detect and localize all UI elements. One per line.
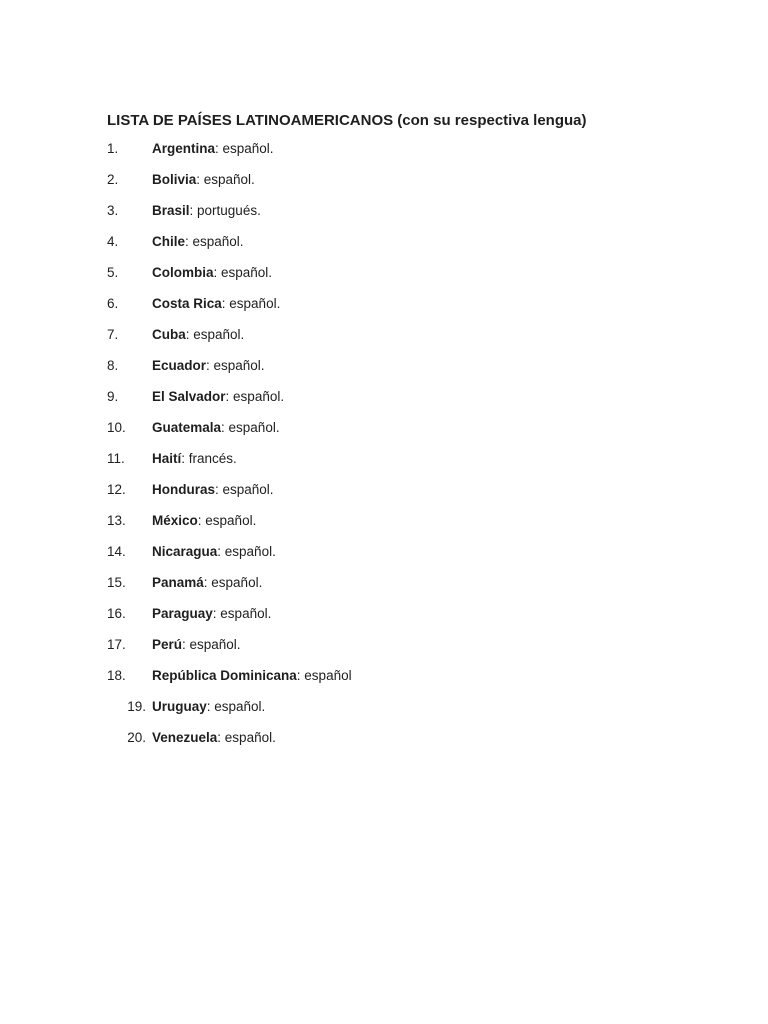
list-item-number: 17. bbox=[107, 637, 126, 652]
language-name: : español. bbox=[215, 482, 274, 497]
country-name: El Salvador bbox=[152, 389, 226, 404]
language-name: : español. bbox=[217, 730, 276, 745]
list-item bbox=[0, 667, 768, 698]
list-item-text bbox=[152, 419, 280, 437]
list-item-text bbox=[152, 326, 244, 344]
language-name: : francés. bbox=[181, 451, 237, 466]
list-item-number: 15. bbox=[107, 575, 126, 590]
list-item bbox=[0, 295, 768, 326]
list-item-text bbox=[152, 388, 284, 406]
language-name: : español. bbox=[185, 327, 245, 342]
list-item-number: 9. bbox=[107, 389, 119, 404]
list-item-text bbox=[152, 512, 256, 530]
country-name: Honduras bbox=[152, 482, 216, 497]
list-item-text bbox=[152, 698, 265, 716]
list-item-number: 5. bbox=[107, 265, 119, 280]
country-name: Nicaragua bbox=[152, 544, 218, 559]
list-item-text bbox=[152, 605, 271, 623]
list-item-number: 11. bbox=[107, 451, 125, 466]
list-item bbox=[0, 450, 768, 481]
list-item-text bbox=[152, 481, 274, 499]
list-item-number: 2. bbox=[107, 172, 119, 187]
country-name: Brasil bbox=[152, 203, 190, 218]
list-item bbox=[0, 636, 768, 667]
list-item bbox=[0, 543, 768, 574]
language-name: : español. bbox=[221, 420, 280, 435]
list-item bbox=[0, 388, 768, 419]
list-item bbox=[0, 171, 768, 202]
list-item bbox=[0, 481, 768, 512]
list-item-text bbox=[152, 295, 280, 313]
list-item-text bbox=[152, 357, 265, 375]
country-name: República Dominicana bbox=[152, 668, 297, 683]
country-name: Colombia bbox=[152, 265, 214, 280]
list-item bbox=[0, 264, 768, 295]
list-item bbox=[0, 419, 768, 450]
page-title: LISTA DE PAÍSES LATINOAMERICANOS (con su respectiva lengua) bbox=[107, 112, 587, 129]
list-item-number: 12. bbox=[107, 482, 126, 497]
language-name: : español. bbox=[206, 699, 266, 714]
language-name: : español. bbox=[213, 265, 273, 280]
country-name: México bbox=[152, 513, 198, 528]
country-name: Chile bbox=[152, 234, 186, 249]
list-item bbox=[0, 512, 768, 543]
list-item-text bbox=[152, 171, 255, 189]
language-name: : español. bbox=[221, 296, 281, 311]
list-item-text bbox=[152, 264, 272, 282]
country-name: Perú bbox=[152, 637, 183, 652]
list-item-text bbox=[152, 729, 276, 747]
list-item-number: 13. bbox=[107, 513, 126, 528]
list-item-number: 4. bbox=[107, 234, 119, 249]
list-item-number: 3. bbox=[107, 203, 119, 218]
language-name: : español. bbox=[203, 575, 263, 590]
list-item-number: 10. bbox=[107, 420, 126, 435]
list-item bbox=[0, 140, 768, 171]
list-item bbox=[0, 729, 768, 760]
country-name: Costa Rica bbox=[152, 296, 222, 311]
country-name: Venezuela bbox=[152, 730, 218, 745]
list-item-text bbox=[152, 636, 241, 654]
list-item-number: 18. bbox=[107, 668, 126, 683]
language-name: : español. bbox=[215, 141, 274, 156]
list-item-number: 7. bbox=[107, 327, 119, 342]
list-item bbox=[0, 357, 768, 388]
list-item bbox=[0, 605, 768, 636]
language-name: : español. bbox=[212, 606, 272, 621]
list-item-number: 19. bbox=[127, 699, 146, 714]
list-item-number: 20. bbox=[127, 730, 146, 745]
language-name: : español. bbox=[197, 513, 257, 528]
list-item-number: 8. bbox=[107, 358, 119, 373]
list-item-number: 6. bbox=[107, 296, 119, 311]
country-name: Guatemala bbox=[152, 420, 222, 435]
list-item-number: 14. bbox=[107, 544, 126, 559]
list-item-text bbox=[152, 202, 261, 220]
list-item bbox=[0, 233, 768, 264]
list-item bbox=[0, 574, 768, 605]
list-item bbox=[0, 202, 768, 233]
list-item-number: 16. bbox=[107, 606, 126, 621]
list-item-number: 1. bbox=[107, 141, 119, 156]
list-item-text bbox=[152, 574, 262, 592]
language-name: : portugués. bbox=[189, 203, 261, 218]
language-name: : español. bbox=[182, 637, 241, 652]
country-name: Bolivia bbox=[152, 172, 197, 187]
country-name: Cuba bbox=[152, 327, 186, 342]
language-name: : español. bbox=[185, 234, 244, 249]
country-name: Uruguay bbox=[152, 699, 207, 714]
country-list bbox=[0, 140, 768, 760]
country-name: Paraguay bbox=[152, 606, 213, 621]
list-item-text bbox=[152, 233, 244, 251]
country-name: Ecuador bbox=[152, 358, 207, 373]
list-item-text bbox=[152, 140, 274, 158]
language-name: : español. bbox=[196, 172, 255, 187]
list-item-text bbox=[152, 543, 276, 561]
language-name: : español bbox=[296, 668, 352, 683]
list-item bbox=[0, 326, 768, 357]
list-item-text bbox=[152, 450, 237, 468]
country-name: Haití bbox=[152, 451, 182, 466]
country-name: Argentina bbox=[152, 141, 216, 156]
list-item bbox=[0, 698, 768, 729]
list-item-text bbox=[152, 667, 352, 685]
language-name: : español. bbox=[225, 389, 285, 404]
language-name: : español. bbox=[206, 358, 265, 373]
language-name: : español. bbox=[217, 544, 276, 559]
country-name: Panamá bbox=[152, 575, 204, 590]
